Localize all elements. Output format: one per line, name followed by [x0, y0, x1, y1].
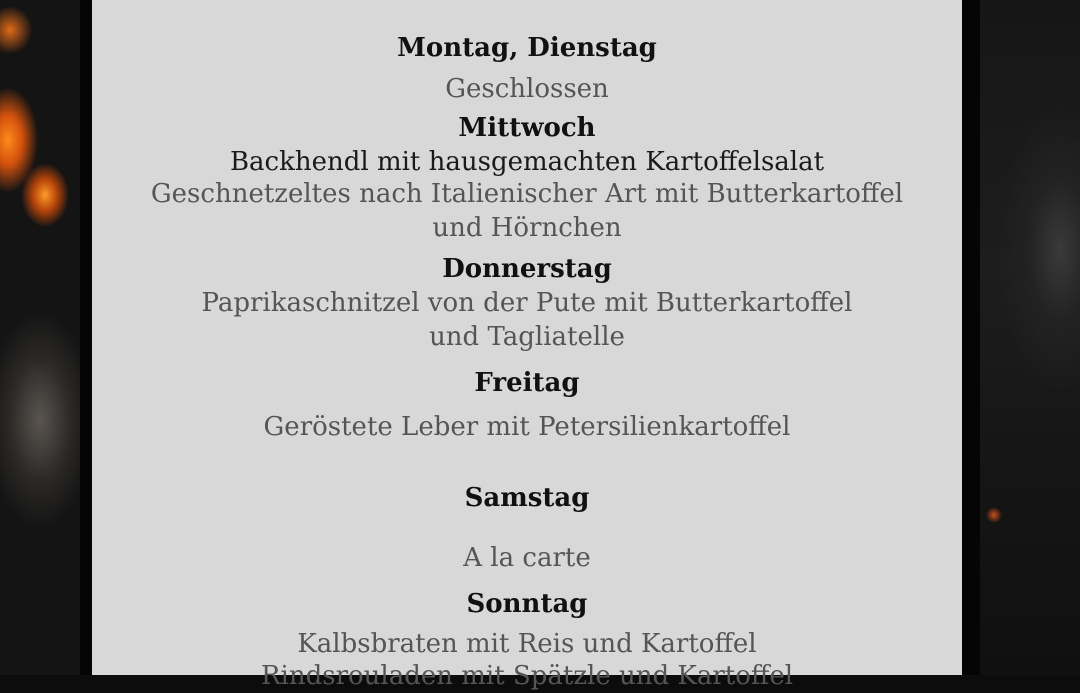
day-heading-monday-tuesday: Montag, Dienstag: [397, 33, 657, 63]
menu-item: und Hörnchen: [432, 213, 622, 243]
menu-item: A la carte: [463, 543, 591, 573]
weekly-menu-panel: [92, 0, 962, 691]
day-heading-thursday: Donnerstag: [442, 254, 612, 284]
menu-item: Rindsrouladen mit Spätzle und Kartoffel: [260, 661, 794, 691]
menu-item: Geschnetzeltes nach Italienischer Art mit Butterkartoffel: [150, 179, 904, 209]
frame-border-left: [80, 0, 92, 675]
day-heading-wednesday: Mittwoch: [458, 113, 596, 143]
day-heading-saturday: Samstag: [464, 483, 590, 513]
menu-item: und Tagliatelle: [429, 322, 625, 352]
menu-item: Backhendl mit hausgemachten Kartoffelsalat: [229, 147, 825, 177]
frame-border-right: [962, 0, 980, 675]
menu-item: Paprikaschnitzel von der Pute mit Butterkartoffel: [201, 288, 853, 318]
menu-item: Geschlossen: [445, 74, 609, 104]
background-image-right: [980, 0, 1080, 675]
day-heading-friday: Freitag: [474, 368, 580, 398]
menu-item: Geröstete Leber mit Petersilienkartoffel: [263, 412, 791, 442]
menu-item: Kalbsbraten mit Reis und Kartoffel: [297, 629, 757, 659]
background-fire-image-left: [0, 0, 80, 675]
day-heading-sunday: Sonntag: [466, 589, 588, 619]
